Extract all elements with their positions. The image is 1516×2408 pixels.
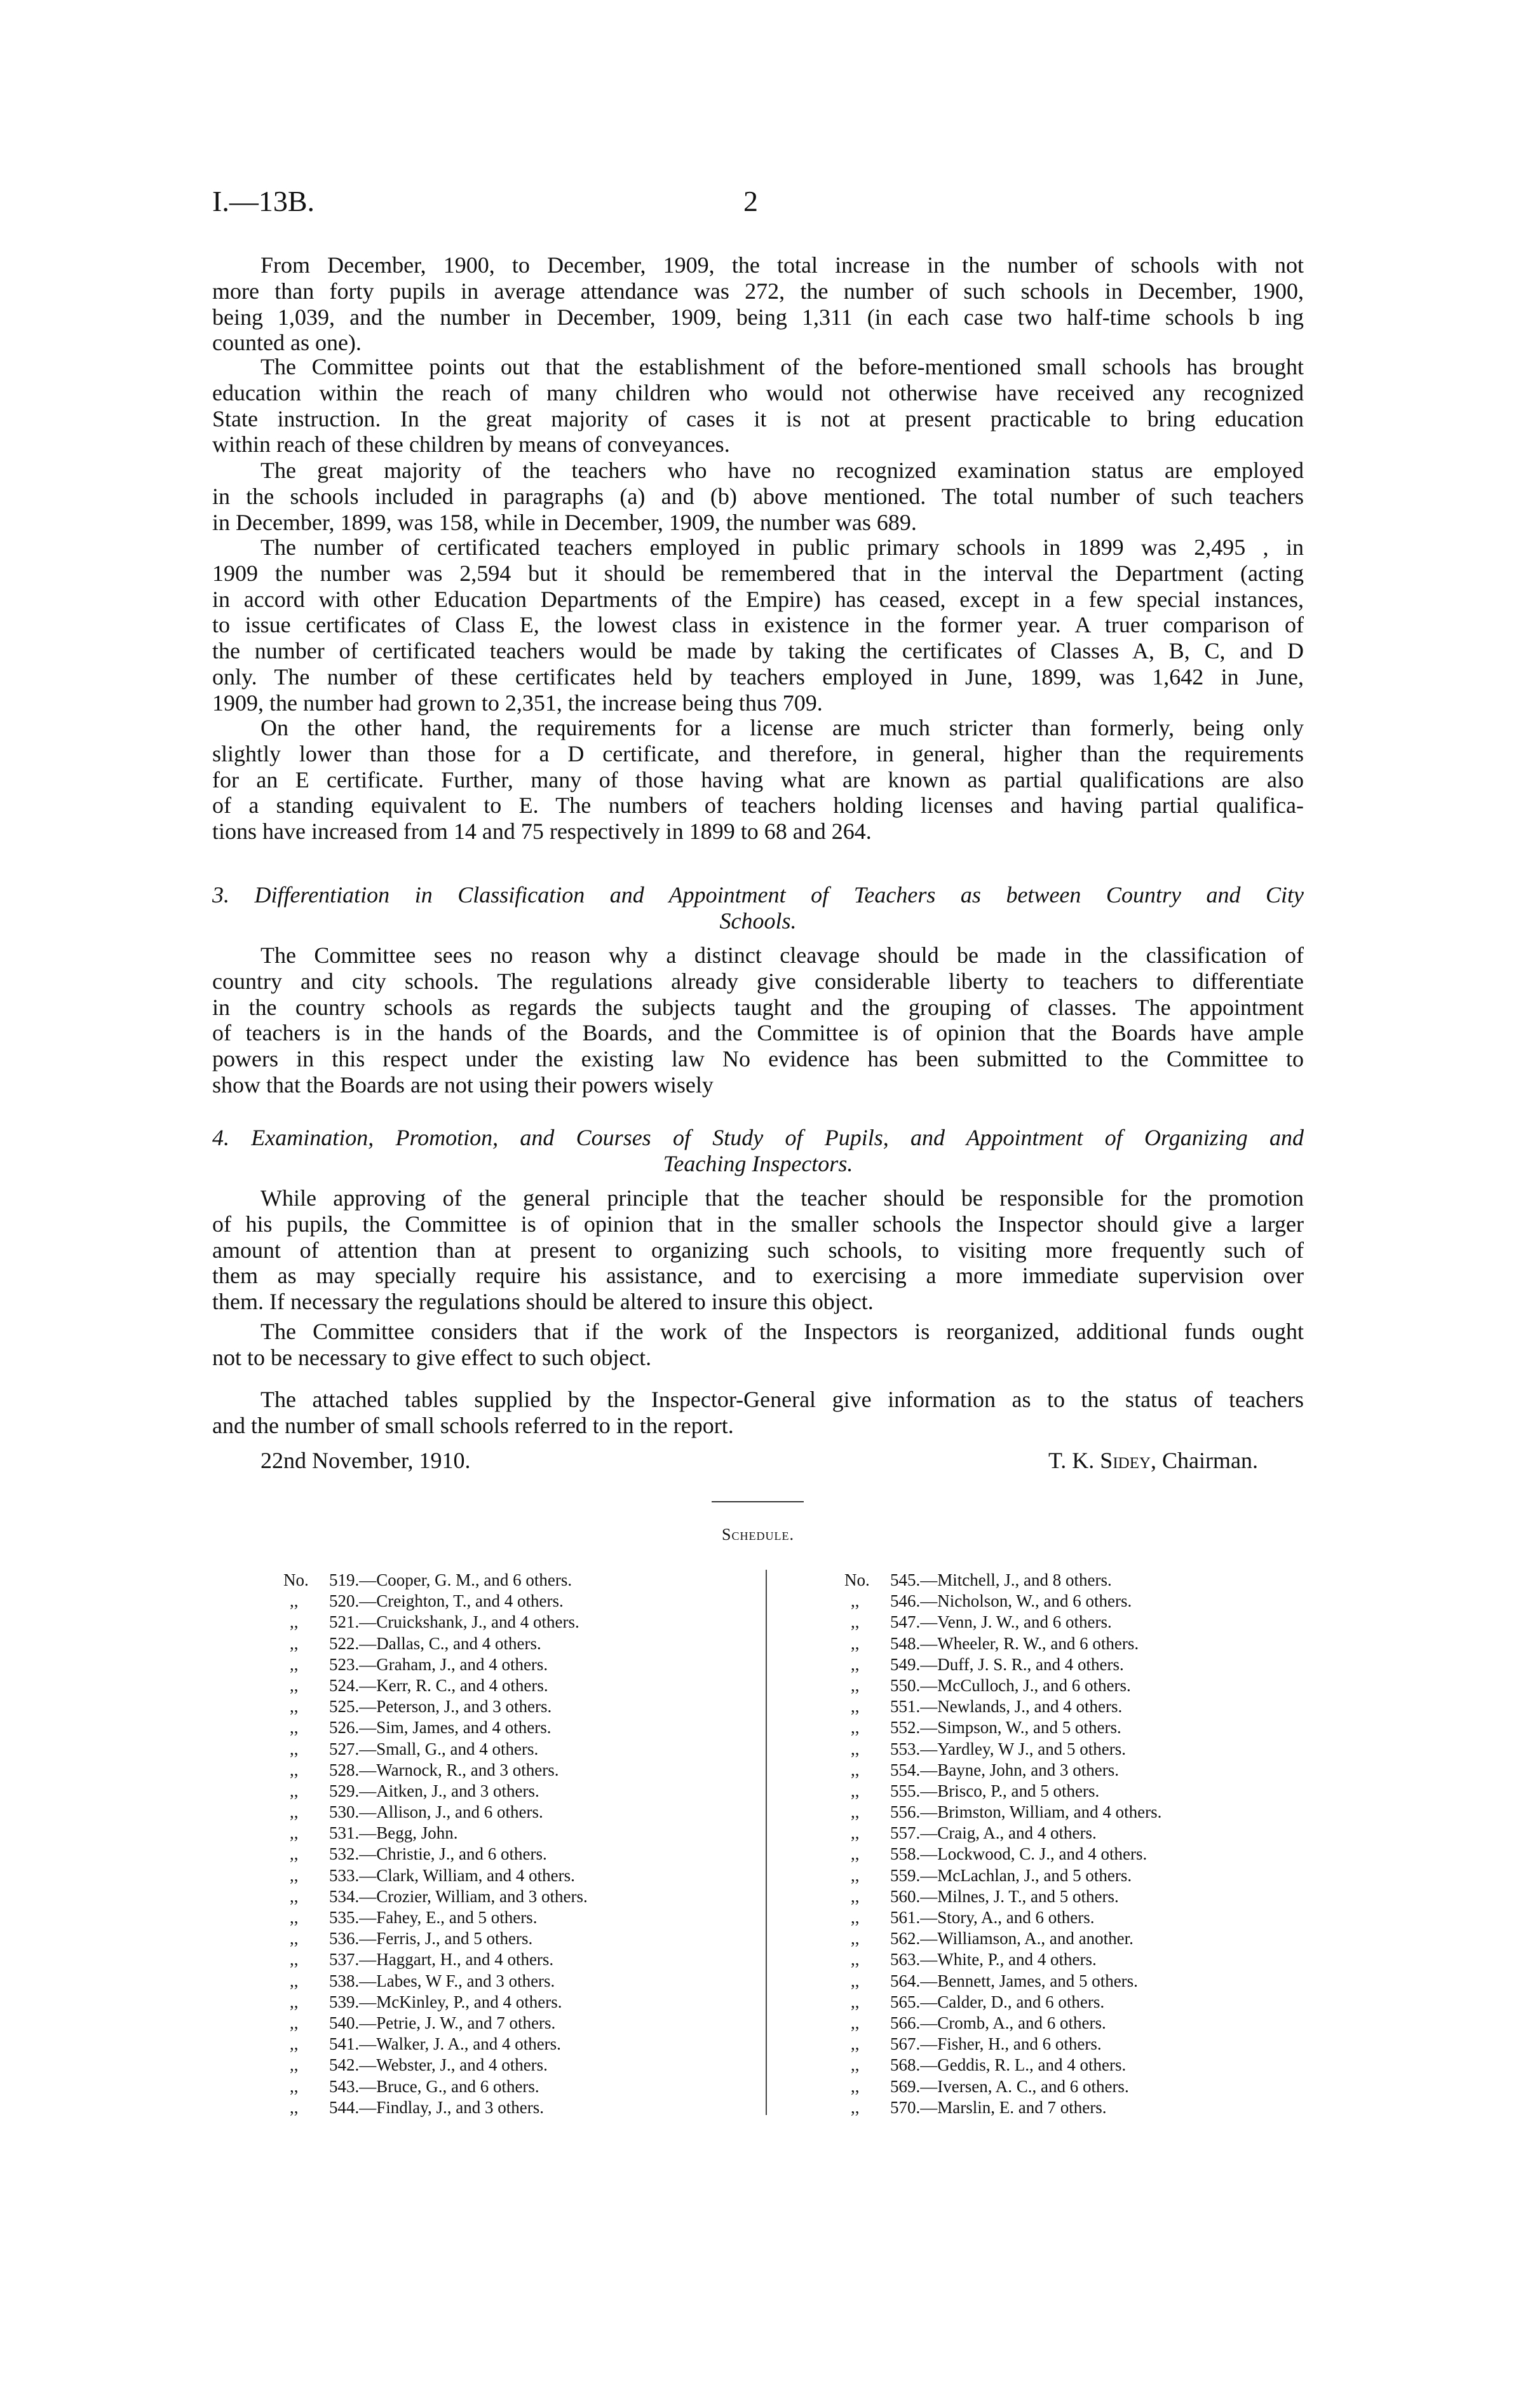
schedule-entry-text: 541.—Walker, J. A., and 4 others. — [329, 2034, 561, 2054]
text-line: slightly lower than those for a D certificate, and therefore, in general, higher than the requirements — [212, 740, 1304, 766]
ditto-mark: ,, — [290, 1697, 299, 1717]
text-line: them as may specially require his assistance, and to exercising a more immediate supervision over — [212, 1263, 1304, 1289]
paragraph-education-reach — [212, 354, 1304, 458]
section-heading-3 — [212, 882, 1304, 934]
schedule-entry-text: 522.—Dallas, C., and 4 others. — [329, 1633, 541, 1653]
ditto-mark: ,, — [290, 1781, 299, 1800]
text-line: powers in this respect under the existing law No evidence has been submitted to the Committee to — [212, 1046, 1304, 1072]
schedule-entry-text: 557.—Craig, A., and 4 others. — [890, 1823, 1097, 1843]
text-line: The Committee points out that the establishment of the before-mentioned small schools has brought — [261, 354, 1304, 379]
schedule-entry-text: 538.—Labes, W F., and 3 others. — [329, 1971, 555, 1990]
ditto-mark: ,, — [290, 2076, 299, 2096]
schedule-entry-text: 520.—Creighton, T., and 4 others. — [329, 1591, 564, 1611]
schedule-entry-text: 562.—Williamson, A., and another. — [890, 1929, 1134, 1949]
ditto-mark: ,, — [290, 2034, 299, 2054]
ditto-mark: ,, — [851, 2034, 860, 2054]
ditto-mark: ,, — [290, 1886, 299, 1906]
section-heading-4 — [212, 1125, 1304, 1177]
schedule-entry-text: 549.—Duff, J. S. R., and 4 others. — [890, 1654, 1124, 1674]
ditto-mark: ,, — [290, 1633, 299, 1653]
text-line: being 1,039, and the number in December, 1909, being 1,311 (in each case two half-time schools b ing — [212, 304, 1304, 330]
schedule-entry-text: 523.—Graham, J., and 4 others. — [329, 1654, 548, 1674]
text-line: 4. Examination, Promotion, and Courses of Study of Pupils, and Appointment of Organizing and — [212, 1125, 1304, 1150]
paragraph-certificated-teachers — [212, 534, 1304, 716]
text-line: country and city schools. The regulations already give considerable liberty to teachers to differentiate — [212, 968, 1304, 994]
report-date: 22nd November, 1910. — [261, 1448, 471, 1473]
text-line: within reach of these children by means of conveyances. — [212, 432, 730, 458]
schedule-entry-text: 544.—Findlay, J., and 3 others. — [329, 2097, 544, 2117]
schedule-entry-text: 563.—White, P., and 4 others. — [890, 1950, 1097, 1969]
schedule-title: Schedule. — [722, 1525, 794, 1544]
signature-row — [261, 1448, 1258, 1474]
schedule-entry-text: 565.—Calder, D., and 6 others. — [890, 1992, 1105, 2011]
schedule-entry-text: 545.—Mitchell, J., and 8 others. — [890, 1570, 1112, 1589]
paragraph-attached-tables — [212, 1387, 1304, 1439]
ditto-mark: ,, — [851, 2055, 860, 2075]
text-line: for an E certificate. Further, many of those having what are known as partial qualifications are also — [212, 766, 1304, 792]
paragraph-funds — [212, 1319, 1304, 1371]
ditto-mark: ,, — [290, 1612, 299, 1632]
schedule-entry-text: 552.—Simpson, W., and 5 others. — [890, 1718, 1121, 1738]
schedule-entry-text: 550.—McCulloch, J., and 6 others. — [890, 1675, 1131, 1695]
schedule-entry-text: 535.—Fahey, E., and 5 others. — [329, 1908, 538, 1927]
text-line: tions have increased from 14 and 75 respectively in 1899 to 68 and 264. — [212, 819, 872, 845]
ditto-mark: ,, — [290, 2055, 299, 2075]
page-number: 2 — [743, 185, 758, 217]
schedule-entry-text: 529.—Aitken, J., and 3 others. — [329, 1781, 539, 1800]
ditto-mark: ,, — [851, 1929, 860, 1949]
schedule-entry-text: 519.—Cooper, G. M., and 6 others. — [329, 1570, 572, 1589]
ditto-mark: ,, — [290, 1802, 299, 1822]
text-line: The great majority of the teachers who have no recognized examination status are employed — [261, 458, 1304, 483]
signatory-name: Sidey — [1100, 1448, 1151, 1473]
number-label: No. — [283, 1570, 309, 1589]
ditto-mark: ,, — [290, 1908, 299, 1927]
text-line: and the number of small schools referred to in the report. — [212, 1412, 734, 1438]
text-line: The number of certificated teachers employed in public primary schools in 1899 was 2,495 , in — [261, 534, 1304, 560]
schedule-entry-text: 566.—Cromb, A., and 6 others. — [890, 2013, 1106, 2032]
ditto-mark: ,, — [290, 1718, 299, 1738]
text-line: Schools. — [719, 908, 797, 934]
signatory-title: , Chairman. — [1151, 1448, 1258, 1473]
text-line: The Committee considers that if the work of the Inspectors is reorganized, additional funds ought — [261, 1319, 1304, 1344]
ditto-mark: ,, — [290, 1992, 299, 2011]
ditto-mark: ,, — [851, 1865, 860, 1885]
text-line: of teachers is in the hands of the Boards, and the Committee is of opinion that the Boards have ample — [212, 1020, 1304, 1046]
text-line: in the country schools as regards the subjects taught and the grouping of classes. The appointment — [212, 994, 1304, 1020]
ditto-mark: ,, — [851, 1992, 860, 2011]
text-line: 1909, the number had grown to 2,351, the increase being thus 709. — [212, 690, 823, 716]
schedule-entry-text: 564.—Bennett, James, and 5 others. — [890, 1971, 1138, 1990]
text-line: From December, 1900, to December, 1909, the total increase in the number of schools with not — [261, 252, 1304, 278]
text-line: them. If necessary the regulations should be altered to insure this object. — [212, 1289, 874, 1315]
text-line: While approving of the general principle that the teacher should be responsible for the promotion — [261, 1185, 1304, 1211]
ditto-mark: ,, — [290, 1950, 299, 1969]
schedule-entry-text: 543.—Bruce, G., and 6 others. — [329, 2076, 539, 2096]
text-line: The Committee sees no reason why a distinct cleavage should be made in the classification of — [261, 942, 1304, 968]
text-line: to issue certificates of Class E, the lowest class in existence in the former year. A truer comparison of — [212, 612, 1304, 638]
text-line: in the schools included in paragraphs (a) and (b) above mentioned. The total number of such teachers — [212, 483, 1304, 509]
schedule-entry-text: 570.—Marslin, E. and 7 others. — [890, 2097, 1107, 2117]
number-label: No. — [844, 1570, 870, 1589]
document-reference: I.—13B. — [212, 185, 315, 217]
text-line: in December, 1899, was 158, while in December, 1909, the number was 689. — [212, 509, 917, 535]
schedule-entry-text: 528.—Warnock, R., and 3 others. — [329, 1760, 559, 1779]
ditto-mark: ,, — [851, 2097, 860, 2117]
schedule-entry-text: 531.—Begg, John. — [329, 1823, 458, 1843]
schedule-entry-text: 553.—Yardley, W J., and 5 others. — [890, 1739, 1126, 1758]
ditto-mark: ,, — [851, 1886, 860, 1906]
schedule-entry-text: 542.—Webster, J., and 4 others. — [329, 2055, 548, 2075]
ditto-mark: ,, — [851, 1591, 860, 1611]
text-line: in accord with other Education Departments of the Empire) has ceased, except in a few special instances, — [212, 586, 1304, 612]
schedule-entry-text: 560.—Milnes, J. T., and 5 others. — [890, 1886, 1119, 1906]
text-line: education within the reach of many children who would not otherwise have received any recognized — [212, 379, 1304, 405]
ditto-mark: ,, — [851, 2013, 860, 2032]
text-line: more than forty pupils in average attendance was 272, the number of such schools in December, 1900, — [212, 278, 1304, 304]
ditto-mark: ,, — [290, 2097, 299, 2117]
schedule-entry-text: 539.—McKinley, P., and 4 others. — [329, 1992, 562, 2011]
text-line: not to be necessary to give effect to such object. — [212, 1344, 652, 1370]
paragraph-small-schools-increase — [212, 252, 1304, 356]
schedule-entry-text: 530.—Allison, J., and 6 others. — [329, 1802, 543, 1822]
text-line: of a standing equivalent to E. The numbers of teachers holding licenses and having partial qualifica- — [212, 792, 1304, 819]
schedule-entry-text: 540.—Petrie, J. W., and 7 others. — [329, 2013, 556, 2032]
ditto-mark: ,, — [851, 1739, 860, 1758]
text-line: the number of certificated teachers would be made by taking the certificates of Classes A, B, C, and D — [212, 638, 1304, 664]
schedule-entry-text: 521.—Cruickshank, J., and 4 others. — [329, 1612, 579, 1632]
ditto-mark: ,, — [851, 1950, 860, 1969]
schedule-entry-text: 556.—Brimston, William, and 4 others. — [890, 1802, 1162, 1822]
ditto-mark: ,, — [851, 1633, 860, 1653]
signatory-initials: T. K. — [1048, 1448, 1095, 1473]
schedule-entry-text: 527.—Small, G., and 4 others. — [329, 1739, 539, 1758]
ditto-mark: ,, — [851, 1612, 860, 1632]
schedule-entry-text: 569.—Iversen, A. C., and 6 others. — [890, 2076, 1129, 2096]
schedule-entry-text: 567.—Fisher, H., and 6 others. — [890, 2034, 1102, 2054]
text-line: On the other hand, the requirements for a license are much stricter than formerly, being only — [261, 715, 1304, 740]
ditto-mark: ,, — [851, 1781, 860, 1800]
ditto-mark: ,, — [290, 1823, 299, 1843]
schedule-entry-text: 537.—Haggart, H., and 4 others. — [329, 1950, 554, 1969]
text-line: 1909 the number was 2,594 but it should be remembered that in the interval the Department (acting — [212, 560, 1304, 586]
text-line: 3. Differentiation in Classification and Appointment of Teachers as between Country and City — [212, 882, 1304, 908]
ditto-mark: ,, — [851, 1802, 860, 1822]
schedule-entry-text: 526.—Sim, James, and 4 others. — [329, 1718, 552, 1738]
ditto-mark: ,, — [290, 1865, 299, 1885]
ditto-mark: ,, — [851, 2076, 860, 2096]
text-line: The attached tables supplied by the Inspector-General give information as to the status of teachers — [261, 1387, 1304, 1412]
ditto-mark: ,, — [851, 1908, 860, 1927]
schedule-entry-text: 524.—Kerr, R. C., and 4 others. — [329, 1675, 548, 1695]
schedule-entry-text: 568.—Geddis, R. L., and 4 others. — [890, 2055, 1127, 2075]
signatory — [1048, 1448, 1258, 1474]
paragraph-classification — [212, 942, 1304, 1098]
paragraph-licenses — [212, 715, 1304, 845]
ditto-mark: ,, — [851, 1675, 860, 1695]
ditto-mark: ,, — [290, 2013, 299, 2032]
schedule-entry-text: 555.—Brisco, P., and 5 others. — [890, 1781, 1100, 1800]
ditto-mark: ,, — [851, 1718, 860, 1738]
schedule-entry-text: 546.—Nicholson, W., and 6 others. — [890, 1591, 1132, 1611]
ditto-mark: ,, — [851, 1844, 860, 1864]
ditto-mark: ,, — [851, 1971, 860, 1990]
schedule-entry-text: 554.—Bayne, John, and 3 others. — [890, 1760, 1119, 1779]
text-line: only. The number of these certificates held by teachers employed in June, 1899, was 1,642 in June, — [212, 663, 1304, 690]
text-line: of his pupils, the Committee is of opinion that in the smaller schools the Inspector should give a larger — [212, 1211, 1304, 1237]
ditto-mark: ,, — [851, 1823, 860, 1843]
section-rule — [712, 1501, 804, 1502]
schedule-entry-text: 548.—Wheeler, R. W., and 6 others. — [890, 1633, 1139, 1653]
ditto-mark: ,, — [290, 1760, 299, 1779]
schedule-entry-text: 547.—Venn, J. W., and 6 others. — [890, 1612, 1112, 1632]
schedule-entry-text: 551.—Newlands, J., and 4 others. — [890, 1697, 1123, 1717]
ditto-mark: ,, — [290, 1971, 299, 1990]
text-line: amount of attention than at present to organizing such schools, to visiting more frequently such of — [212, 1237, 1304, 1263]
text-line: Teaching Inspectors. — [663, 1150, 853, 1176]
schedule-entry-text: 536.—Ferris, J., and 5 others. — [329, 1929, 533, 1949]
text-line: State instruction. In the great majority of cases it is not at present practicable to bring education — [212, 405, 1304, 432]
schedule-entry-text: 534.—Crozier, William, and 3 others. — [329, 1886, 588, 1906]
text-line: show that the Boards are not using their powers wisely — [212, 1071, 714, 1098]
ditto-mark: ,, — [290, 1844, 299, 1864]
paragraph-promotion — [212, 1185, 1304, 1315]
paragraph-unrecognized-teachers — [212, 458, 1304, 535]
ditto-mark: ,, — [851, 1697, 860, 1717]
ditto-mark: ,, — [290, 1929, 299, 1949]
ditto-mark: ,, — [851, 1654, 860, 1674]
schedule-entry-text: 525.—Peterson, J., and 3 others. — [329, 1697, 552, 1717]
schedule-entry-text: 558.—Lockwood, C. J., and 4 others. — [890, 1844, 1147, 1864]
ditto-mark: ,, — [290, 1675, 299, 1695]
schedule-entry-text: 532.—Christie, J., and 6 others. — [329, 1844, 547, 1864]
schedule-entry-text: 533.—Clark, William, and 4 others. — [329, 1865, 575, 1885]
ditto-mark: ,, — [290, 1591, 299, 1611]
ditto-mark: ,, — [290, 1654, 299, 1674]
ditto-mark: ,, — [851, 1760, 860, 1779]
schedule-entry-text: 561.—Story, A., and 6 others. — [890, 1908, 1095, 1927]
schedule-entry-text: 559.—McLachlan, J., and 5 others. — [890, 1865, 1132, 1885]
column-divider — [766, 1570, 767, 2115]
text-line: counted as one). — [212, 330, 362, 356]
ditto-mark: ,, — [290, 1739, 299, 1758]
